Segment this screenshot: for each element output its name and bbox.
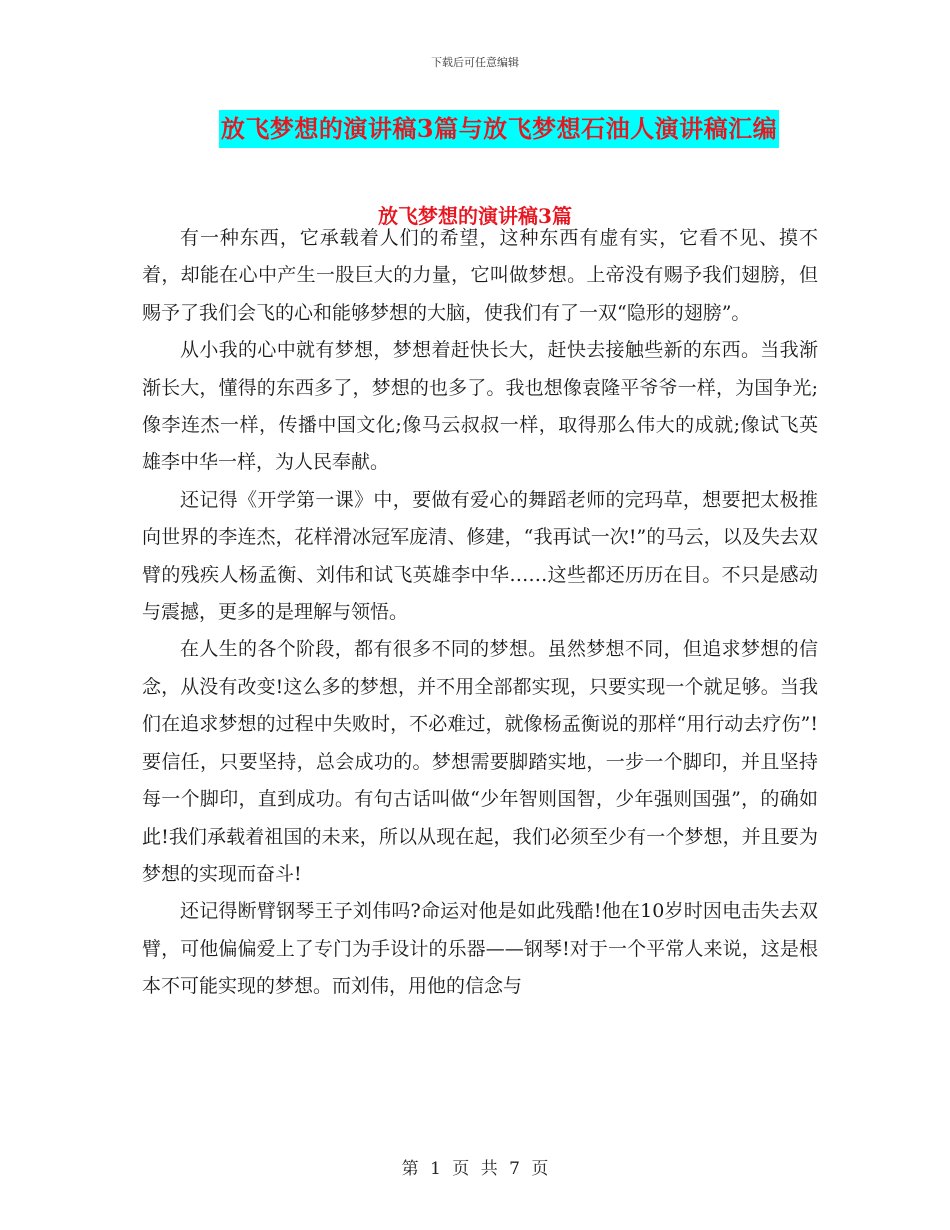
paragraph-3: 还记得《开学第一课》中，要做有爱心的舞蹈老师的完玛草，想要把太极推向世界的李连杰，花样滑冰冠军庞清、修建，“我再试一次!”的马云，以及失去双臂的残疾人杨孟衡、刘伟和试飞英雄李中华……这些都还历历在目。不只是感动与震撼，更多的是理解与领悟。 [142, 488, 818, 624]
paragraph-4: 在人生的各个阶段，都有很多不同的梦想。虽然梦想不同，但追求梦想的信念，从没有改变!这么多的梦想，并不用全部都实现，只要实现一个就足够。当我们在追求梦想的过程中失败时，不必难过，就像杨孟衡说的那样“用行动去疗伤”!要信任，只要坚持，总会成功的。梦想需要脚踏实地，一步一个脚印，并且坚持每一个脚印，直到成功。有句古话叫做“少年智则国智，少年强则国强”，的确如此!我们承载着祖国的未来，所以从现在起，我们必须至少有一个梦想，并且要为梦想的实现而奋斗! [142, 638, 818, 885]
paragraph-1: 有一种东西，它承载着人们的希望，这种东西有虚有实，它看不见、摸不着，却能在心中产生一股巨大的力量，它叫做梦想。上帝没有赐予我们翅膀，但赐予了我们会飞的心和能够梦想的大脑，使我们有了一双“隐形的翅膀”。 [142, 227, 818, 324]
page-header-note: 下载后可任意编辑 [431, 56, 519, 69]
document-title-container [0, 110, 950, 148]
section-title: 放飞梦想的演讲稿3篇 [378, 204, 572, 228]
body-text [142, 220, 818, 1006]
page-number-footer: 第 1 页 共 7 页 [401, 1159, 549, 1179]
paragraph-5: 还记得断臂钢琴王子刘伟吗?命运对他是如此残酷!他在10岁时因电击失去双臂，可他偏偏爱上了专门为手设计的乐器——钢琴!对于一个平常人来说，这是根本不可能实现的梦想。而刘伟，用他的信念与 [142, 900, 818, 998]
document-title: 放飞梦想的演讲稿3篇与放飞梦想石油人演讲稿汇编 [219, 110, 779, 148]
paragraph-2: 从小我的心中就有梦想，梦想着赶快长大，赶快去接触些新的东西。当我渐渐长大，懂得的东西多了，梦想的也多了。我也想像袁隆平爷爷一样，为国争光;像李连杰一样，传播中国文化;像马云叔叔一样，取得那么伟大的成就;像试飞英雄李中华一样，为人民奉献。 [142, 339, 818, 474]
